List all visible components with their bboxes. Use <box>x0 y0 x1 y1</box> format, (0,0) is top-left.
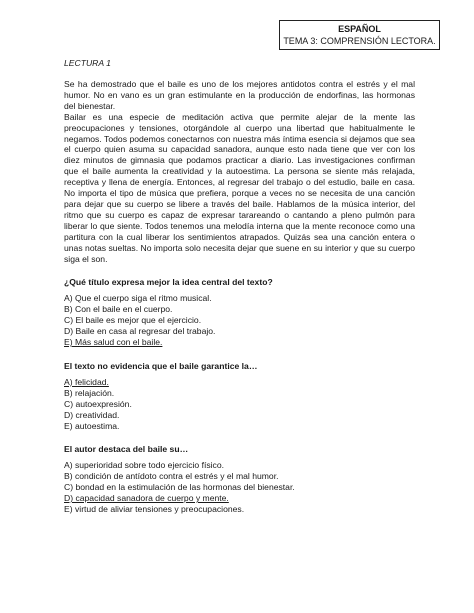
answer-option: D) Baile en casa al regresar del trabajo. <box>64 326 216 337</box>
question-1 <box>64 277 415 348</box>
reading-paragraph-1: Se ha demostrado que el baile es uno de los mejores antidotos contra el estrés y el mal humor. No en vano es un gran estimulante en la producción de endorfinas, las hormonas del bienestar. <box>64 79 415 111</box>
answer-option: E) autoestima. <box>64 420 120 431</box>
answer-option: C) bondad en la estimulación de las hormonas del bienestar. <box>64 482 295 493</box>
answer-option: A) Que el cuerpo siga el ritmo musical. <box>64 293 212 304</box>
answer-option: E) Más salud con el baile. <box>64 337 163 348</box>
subject-title: ESPAÑOL <box>338 24 381 34</box>
reading-title: LECTURA 1 <box>64 58 111 68</box>
answer-option: B) relajación. <box>64 387 115 398</box>
answer-option: B) Con el baile en el cuerpo. <box>64 304 173 315</box>
question-prompt: ¿Qué título expresa mejor la idea central del texto? <box>64 277 273 288</box>
answer-option: B) condición de antídoto contra el estrés y el mal humor. <box>64 471 279 482</box>
answer-option: A) felicidad. <box>64 376 109 387</box>
topic-title: TEMA 3: COMPRENSIÓN LECTORA. <box>283 36 436 46</box>
reading-paragraph-2: Bailar es una especie de meditación activa que permite alejar de la mente las preocupaciones y tensiones, otorgándole al cuerpo una libertad que habitualmente le negamos. Todos podemos conectarnos con nuestra más íntima esencia si dejamos que sea el cuerpo quien asuma su capacidad sanadora, aunque esto nada tiene que ver con los diez minutos de gimnasia que podamos practicar a diario. Las investigaciones confirman que el baile aumenta la creatividad y la autoestima. La persona se siente más relajada, receptiva y llena de energía. Entonces, al regresar del trabajo o del estudio, baile en casa. No importa el tipo de música que prefiera, porque a veces no se necesita de una canción para dejar que su cuerpo se libere a través del baile. Hablamos de la música interior, del ritmo que su cuerpo es capaz de expresar tarareando o cantando a pleno pulmón para liberar lo que siente. Todos tenemos una melodía interna que la mente reconoce como una partitura con la cual liberar los sentimientos atrapados. Quizás sea una canción entera o unas notas sueltas. No importa solo necesita dejar que suene en su interior y que su cuerpo siga el son. <box>64 111 415 264</box>
question-prompt: El texto no evidencia que el baile garantice la… <box>64 360 258 371</box>
answer-option: A) superioridad sobre todo ejercicio físico. <box>64 460 225 471</box>
answer-option: C) autoexpresión. <box>64 398 132 409</box>
answer-option: D) creatividad. <box>64 409 120 420</box>
question-prompt: El autor destaca del baile su… <box>64 444 189 455</box>
question-3 <box>64 444 415 515</box>
question-2 <box>64 361 415 432</box>
answer-option: C) El baile es mejor que el ejercicio. <box>64 315 202 326</box>
answer-option: E) virtud de aliviar tensiones y preocupaciones. <box>64 504 245 515</box>
header-box <box>279 20 440 50</box>
document-content <box>64 53 415 515</box>
answer-option: D) capacidad sanadora de cuerpo y mente. <box>64 493 229 504</box>
